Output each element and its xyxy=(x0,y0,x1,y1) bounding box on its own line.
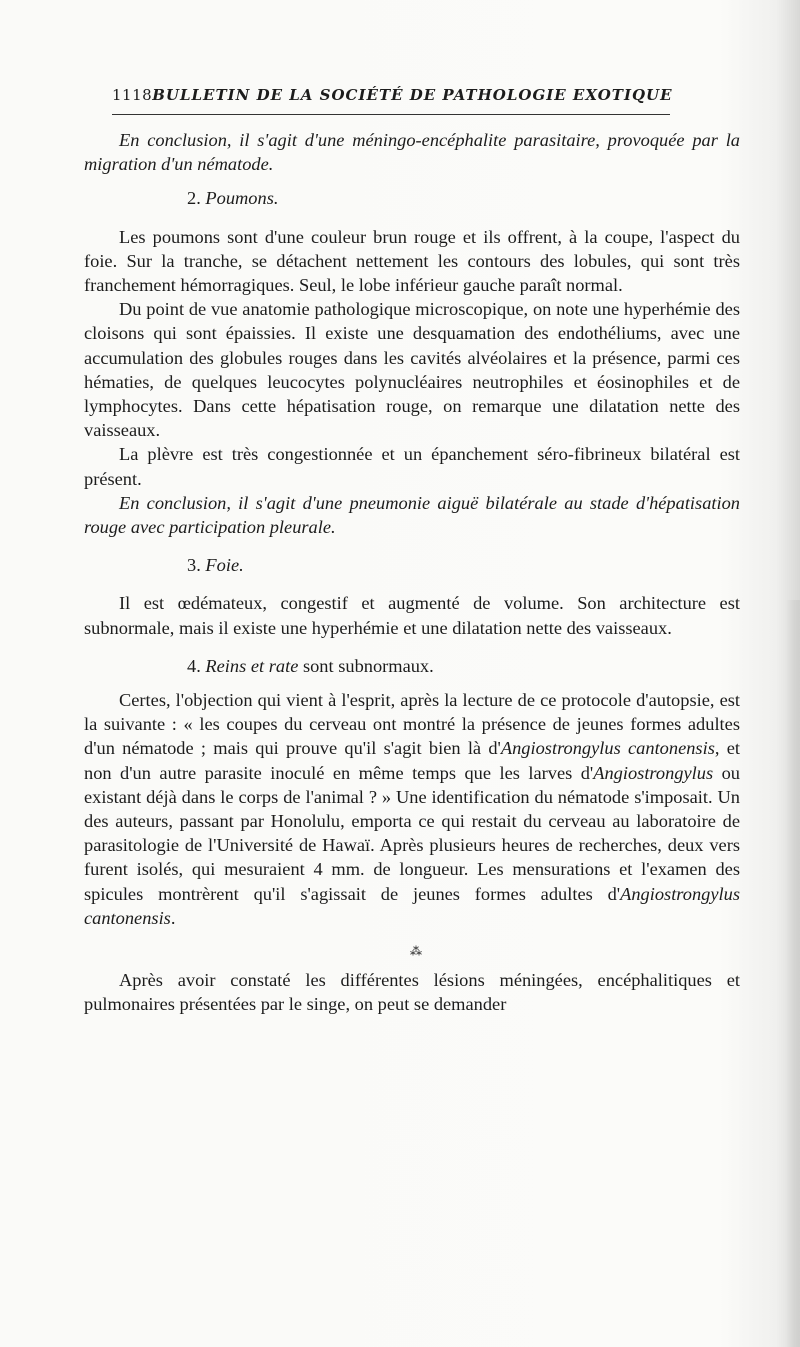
paragraph-objection: Certes, l'objection qui vient à l'esprit, après la lecture de ce protocole d'autopsie, est la suivante : « les coupes du cerveau ont montré la présence de jeunes formes adultes d'un nématode ; mais qui prouve qu'il s'agit bien là d'Angiostrongylus cantonensis, et non d'un autre parasite inoculé en même temps que les larves d'Angiostrongylus ou existant déjà dans le corps de l'animal ? » Une identification du nématode s'imposait. Un des auteurs, passant par Honolulu, emporta ce qui restait du cerveau au laboratoire de parasitologie de l'Université de Hawaï. Après plusieurs heures de recherches, deux vers furent isolés, qui mesuraient 4 mm. de longueur. Les mensurations et l'examen des spicules montrèrent qu'il s'agissait de jeunes formes adultes d'Angiostrongylus cantonensis. xyxy=(84,690,740,928)
section-separator-asterism: ⁂ xyxy=(410,944,422,959)
section-heading-reins-rate xyxy=(84,654,740,678)
paragraph-plevre: La plèvre est très congestionnée et un épanchement séro-fibrineux bilatéral est présent. xyxy=(84,444,740,489)
conclusion-pneumonie: En conclusion, il s'agit d'une pneumonie aiguë bilatérale au stade d'hépatisation rouge avec participation pleurale. xyxy=(84,492,740,538)
section-heading-foie xyxy=(84,553,740,577)
section-title: Poumons. xyxy=(205,188,279,209)
section-title: Foie. xyxy=(205,555,244,576)
section-title-rest: sont subnormaux. xyxy=(298,655,434,676)
running-title: BULLETIN DE LA SOCIÉTÉ DE PATHOLOGIE EXOTIQUE xyxy=(152,86,673,104)
section-heading-poumons xyxy=(84,186,740,210)
section-number: 3. xyxy=(187,555,201,576)
species-name: Angiostrongylus cantonensis xyxy=(84,883,740,928)
section-number: 2. xyxy=(187,188,201,209)
species-name: Angiostrongylus xyxy=(593,762,714,783)
paragraph-foie: Il est œdémateux, congestif et augmenté de volume. Son architecture est subnormale, mais il existe une hyperhémie et une dilatation nette des vaisseaux. xyxy=(84,593,740,638)
page-edge-shadow xyxy=(786,600,800,1347)
section-number: 4. xyxy=(187,655,201,676)
paragraph-poumons-macroscopy: Les poumons sont d'une couleur brun rouge et ils offrent, à la coupe, l'aspect du foie. Sur la tranche, se détachent nettement les contours des lobules, qui sont très franchement hémorragiques. Seul, le lobe inférieur gauche paraît normal. xyxy=(84,226,740,296)
conclusion-meningo: En conclusion, il s'agit d'une méningo-encéphalite parasitaire, provoquée par la migration d'un nématode. xyxy=(84,130,740,175)
body-text xyxy=(84,128,740,1017)
paragraph-poumons-microscopy: Du point de vue anatomie pathologique microscopique, on note une hyperhémie des cloisons qui sont épaissies. Il existe une desquamation des endothéliums, avec une accumulation des globules rouges dans les cavités alvéolaires et la présence, parmi ces hématies, de quelques leucocytes polynucléaires neutrophiles et éosinophiles et de lymphocytes. Dans cette hépatisation rouge, on remarque une dilatation nette des vaisseaux. xyxy=(84,299,740,441)
species-name: Angiostrongylus cantonensis xyxy=(500,738,715,759)
running-header xyxy=(112,86,673,104)
page-number: 1118 xyxy=(112,86,153,104)
paragraph-final: Après avoir constaté les différentes lésions méningées, encéphalitiques et pulmonaires présentées par le singe, on peut se demander xyxy=(84,970,740,1015)
header-rule xyxy=(112,114,670,115)
section-title: Reins et rate xyxy=(205,655,299,676)
